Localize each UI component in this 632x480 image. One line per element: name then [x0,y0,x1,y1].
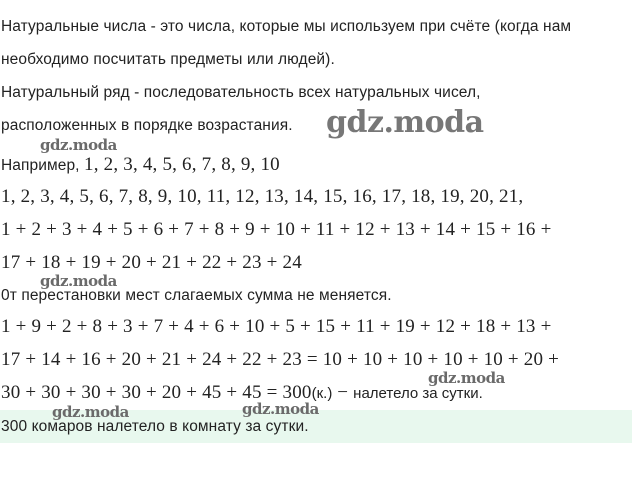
text-line-3: Натуральный ряд - последовательность всех натуральных чисел, [1,84,481,101]
watermark-3: gdz.moda [428,369,505,387]
result-math: 30 + 30 + 30 + 30 + 20 + 45 + 45 = 300 [1,382,312,403]
answer-text: 300 комаров налетело в комнату за сутки. [1,418,309,435]
example-label: Например, [1,157,80,174]
text-line-4: расположенных в порядке возрастания. [1,117,293,134]
rule-line: 0т перестановки мест слагаемых сумма не меняется. [1,287,392,304]
result-unit: (к.) [311,385,333,402]
watermark-1: gdz.moda [40,136,117,154]
text-line-2: необходимо посчитать предметы или людей). [1,51,335,68]
watermark-2: gdz.moda [40,272,117,290]
text-line-1: Натуральные числа - это числа, которые мы используем при счёте (когда нам [1,18,572,35]
regroup-line-1: 1 + 9 + 2 + 8 + 3 + 7 + 4 + 6 + 10 + 5 + 15 + 11 + 19 + 12 + 18 + 13 + [1,316,552,337]
sum-line-2: 17 + 18 + 19 + 20 + 21 + 22 + 23 + 24 [1,252,302,273]
example-numbers: 1, 2, 3, 4, 5, 6, 7, 8, 9, 10 [84,154,280,175]
watermark-4: gdz.moda [52,403,129,421]
result-text: налетело за сутки. [353,385,483,402]
regroup-line-2: 17 + 14 + 16 + 20 + 21 + 24 + 22 + 23 = 10 + 10 + 10 + 10 + 10 + 20 + [1,349,560,370]
result-dash: − [332,382,354,403]
watermark-large: gdz.moda [326,105,484,140]
sequence-line: 1, 2, 3, 4, 5, 6, 7, 8, 9, 10, 11, 12, 13, 14, 15, 16, 17, 18, 19, 20, 21, [1,186,524,207]
watermark-5: gdz.moda [242,400,319,418]
sum-line-1: 1 + 2 + 3 + 4 + 5 + 6 + 7 + 8 + 9 + 10 + 11 + 12 + 13 + 14 + 15 + 16 + [1,219,552,240]
example-line [1,154,280,176]
